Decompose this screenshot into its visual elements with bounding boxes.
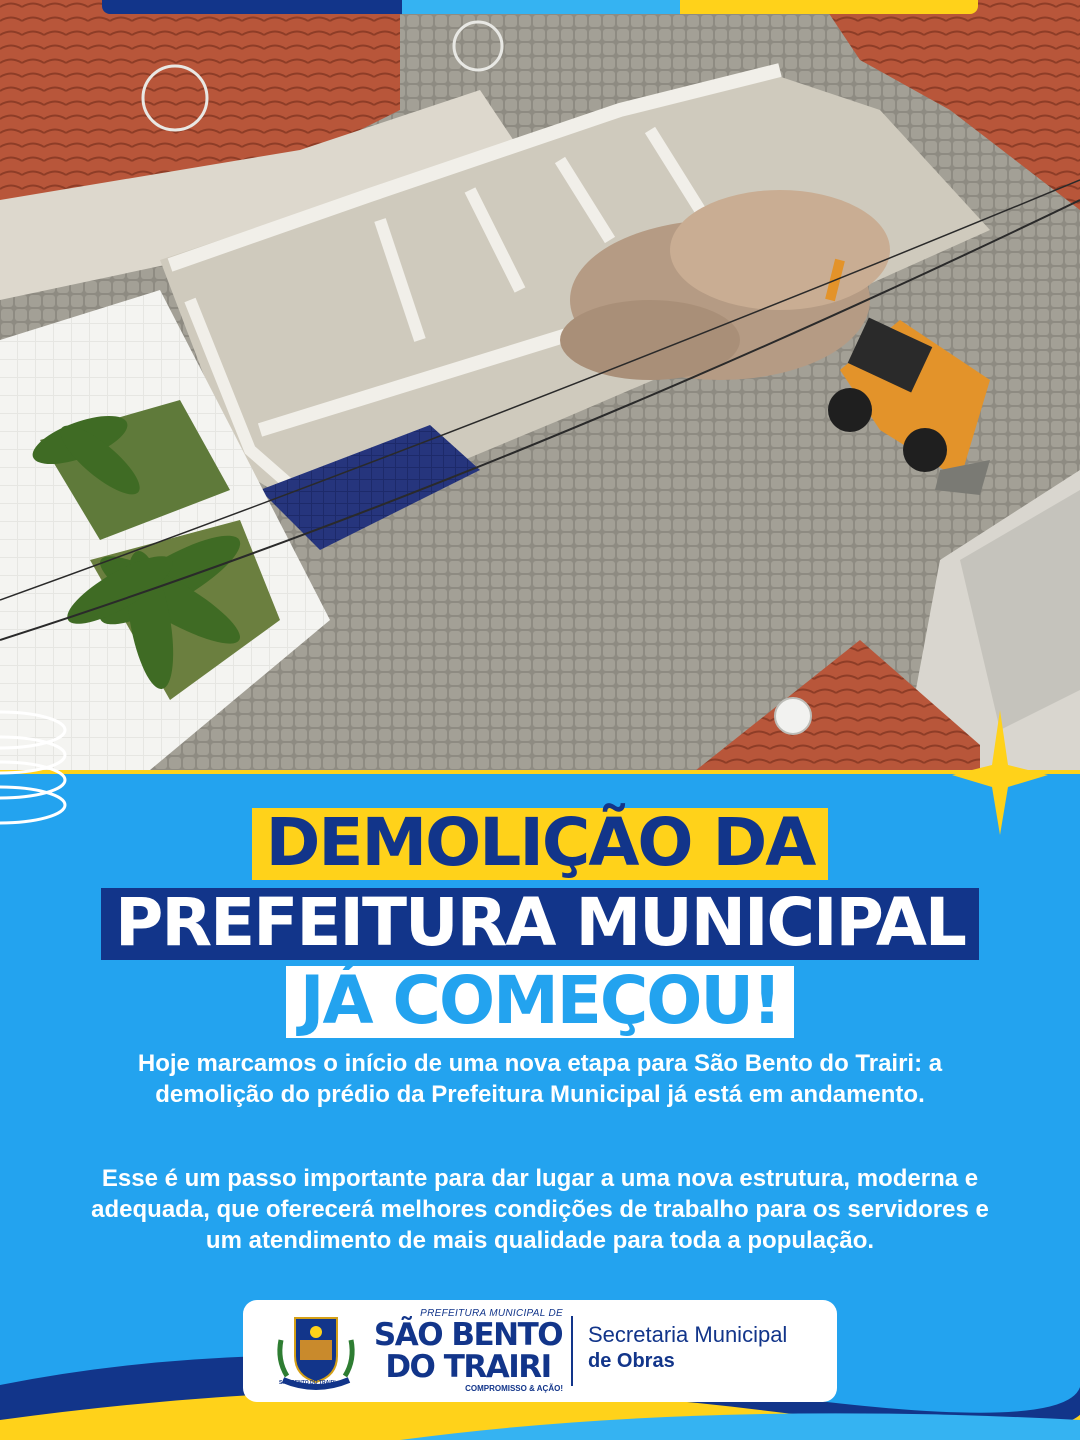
logo-tagline: COMPROMISSO & AÇÃO!	[465, 1384, 563, 1393]
headline-text-1: DEMOLIÇÃO DA	[252, 808, 829, 880]
logo-divider	[571, 1316, 573, 1386]
headline-line-3	[0, 962, 1080, 1039]
secretaria-line-1: Secretaria Municipal	[588, 1322, 788, 1347]
secretaria-line-2: de Obras	[588, 1350, 675, 1372]
body-paragraph-2: Esse é um passo importante para dar lugar a uma nova estrutura, moderna e adequada, que oferecerá melhores condições de trabalho para os servidores e um atendimento de mais qualidade para toda a população.	[91, 1165, 989, 1254]
footer-logo-card	[243, 1300, 837, 1402]
stripe-yellow	[680, 0, 978, 14]
logo-name-line-1: SÃO BENTO	[373, 1317, 563, 1353]
secretaria-label	[588, 1322, 787, 1374]
headline-line-2	[0, 884, 1080, 961]
stripe-navy	[102, 0, 402, 14]
panel-divider-line	[0, 770, 1080, 774]
headline-text-3: JÁ COMEÇOU!	[286, 966, 794, 1038]
stripe-blue	[402, 0, 680, 14]
municipality-logo-text	[373, 1308, 563, 1393]
logo-name-line-2: DO TRAIRI	[385, 1349, 551, 1385]
logo-prefeitura-label: PREFEITURA MUNICIPAL DE	[420, 1308, 563, 1319]
headline-text-2: PREFEITURA MUNICIPAL	[101, 888, 979, 960]
top-color-stripe	[102, 0, 978, 14]
body-paragraph-1: Hoje marcamos o início de uma nova etapa para São Bento do Trairi: a demolição do prédio da Prefeitura Municipal já está em andamento.	[137, 1050, 943, 1108]
crest-banner-text: SÃO BENTO DO TRAIRI	[279, 1380, 336, 1386]
headline-line-1	[0, 804, 1080, 881]
